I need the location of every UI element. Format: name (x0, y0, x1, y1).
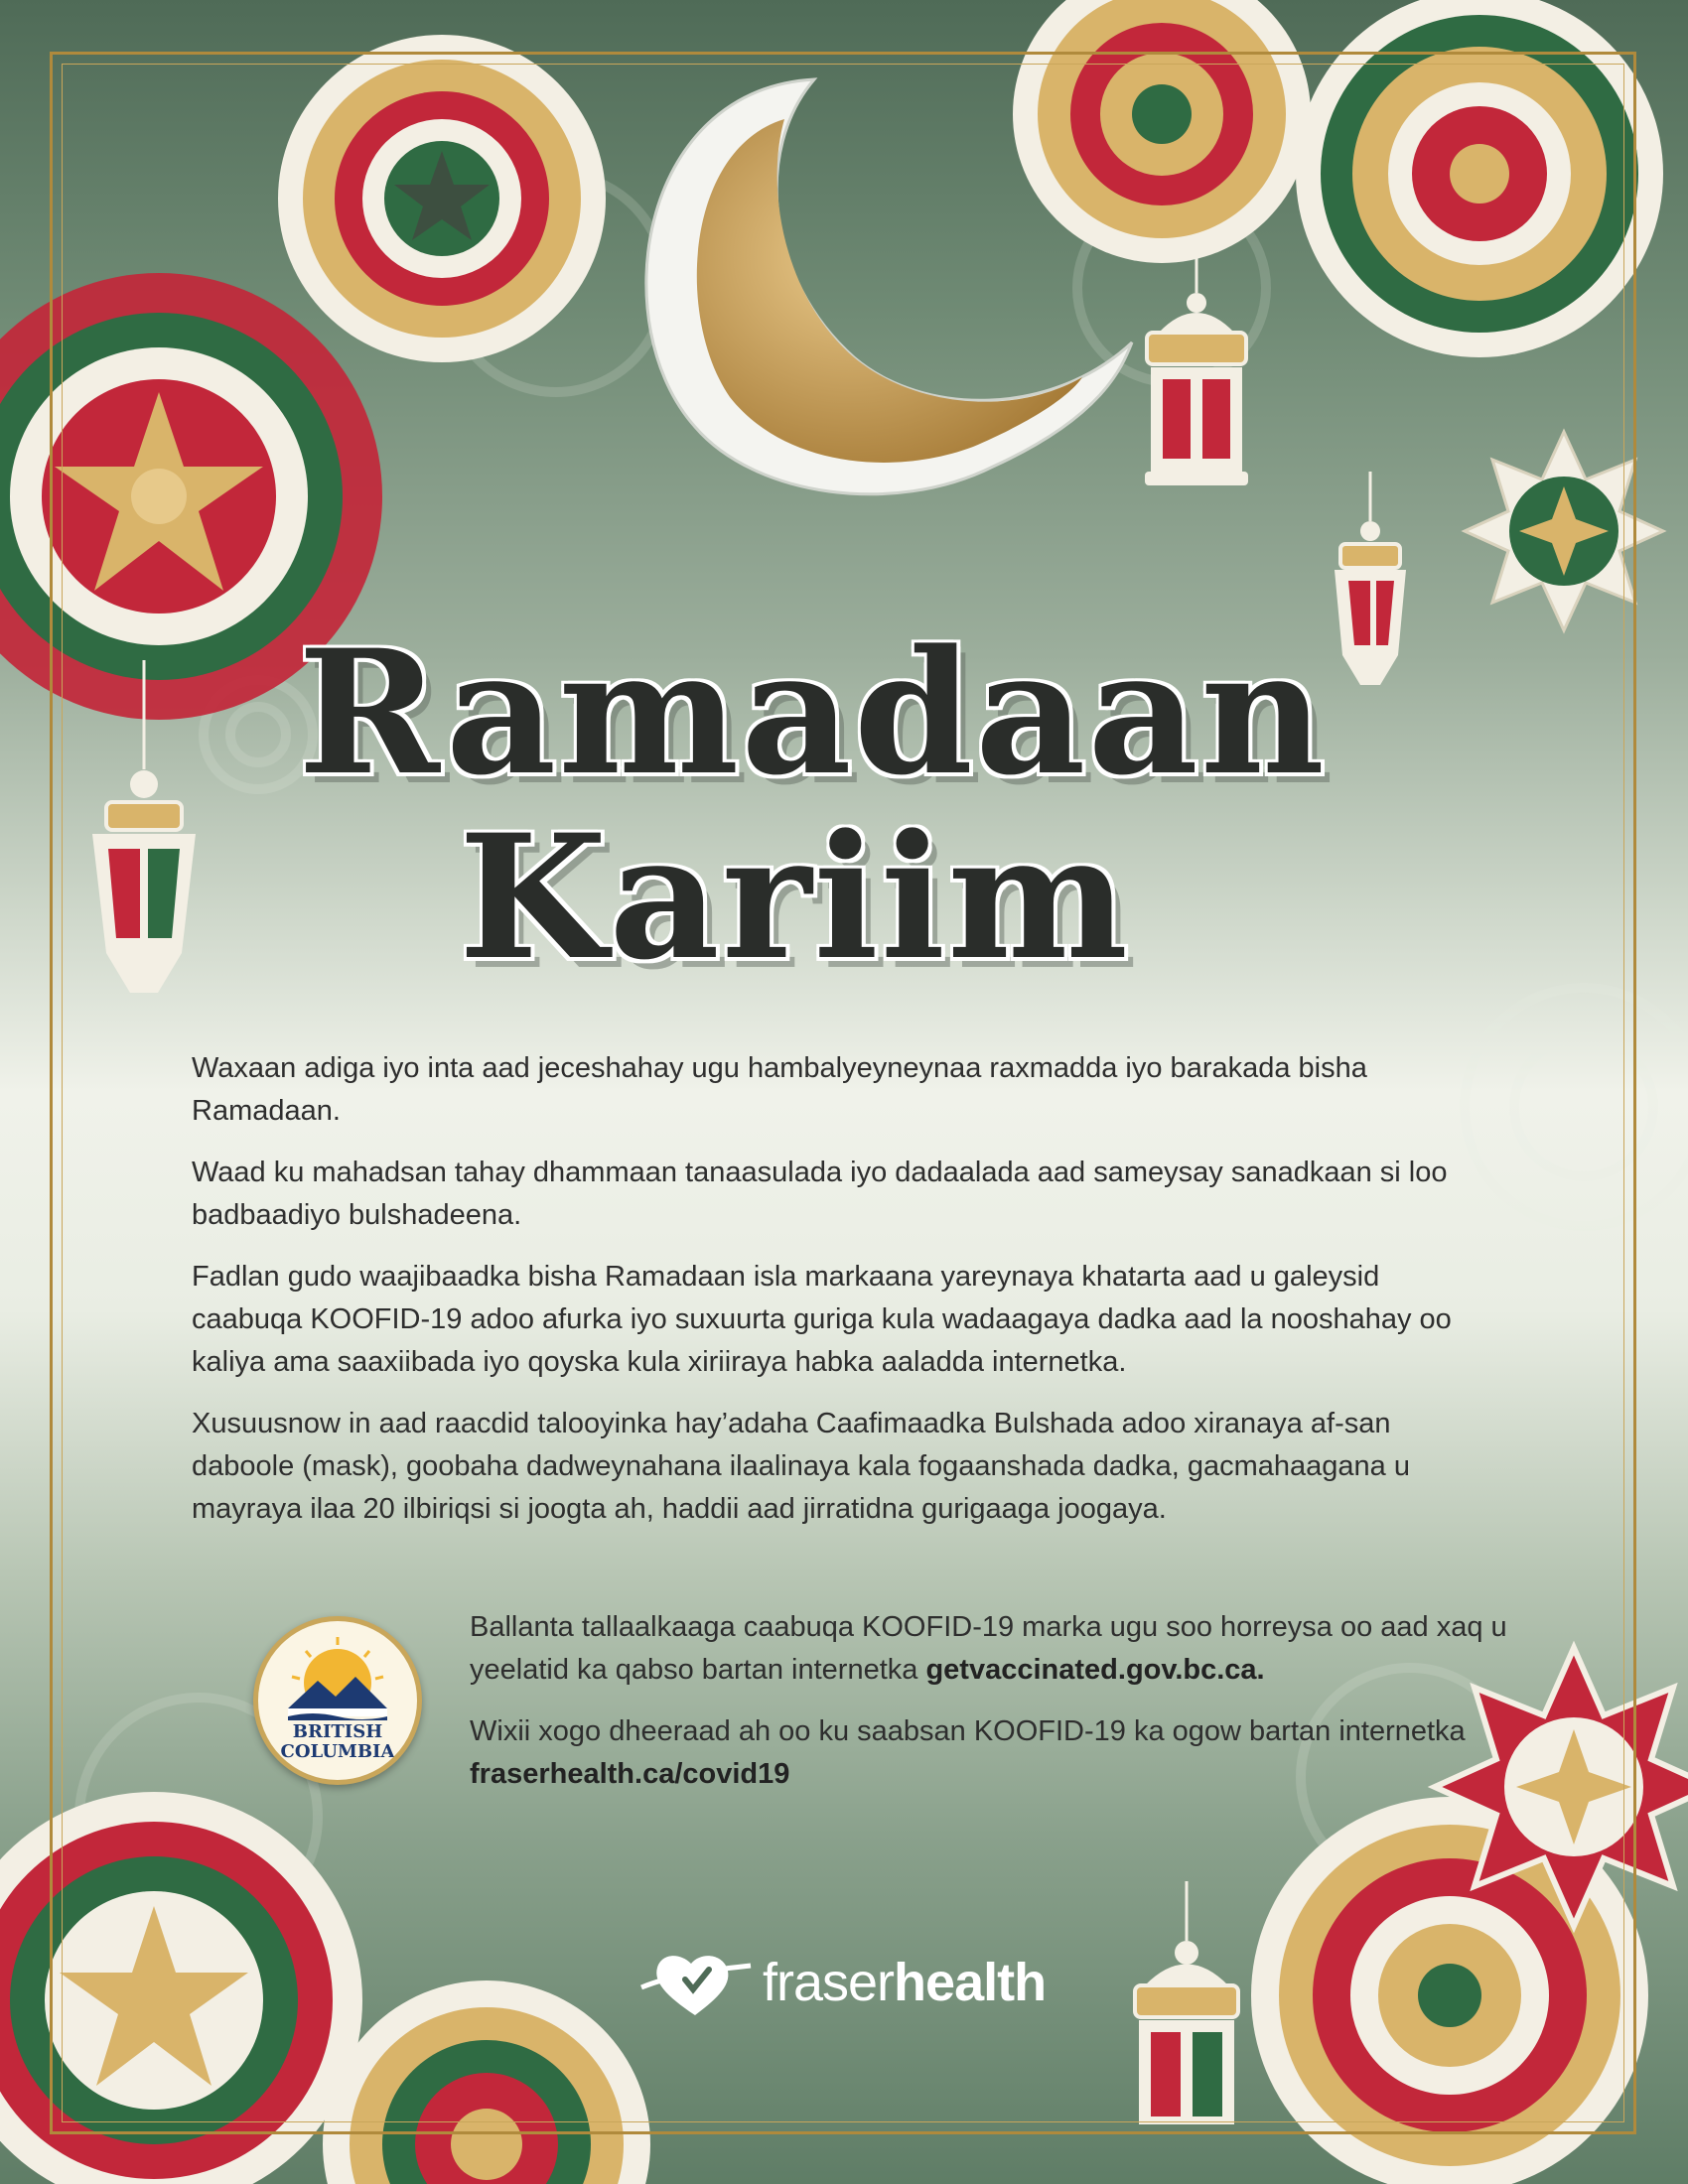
brand-part2: health (894, 1953, 1047, 2012)
paragraph-guidance: Fadlan gudo waajibaadka bisha Ramadaan isla markaana yareynaya khatarta aad u galeysid caabuqa KOOFID-19 adoo afurka iyo suxuurta guriga kula wadaagaya dadka aad la nooshahay oo kaliya ama saaxiibada iyo qoyska kula xiriiraya habka aaladda internetka. (192, 1261, 1452, 1378)
covid-info-link[interactable]: fraserhealth.ca/covid19 (470, 1758, 790, 1790)
covid-info-paragraph (470, 1710, 1562, 1796)
vaccine-paragraph (470, 1606, 1562, 1692)
vaccine-link[interactable]: getvaccinated.gov.bc.ca. (925, 1654, 1265, 1686)
fraser-health-wordmark (763, 1952, 1046, 2013)
bc-logo-line2: COLUMBIA (280, 1741, 395, 1762)
info-block (470, 1606, 1562, 1815)
fraser-health-logo (635, 1944, 1053, 2023)
paragraph-thanks: Waad ku mahadsan tahay dhammaan tanaasulada iyo dadaalada aad sameysay sanadkaan si loo badbaadiyo bulshadeena. (192, 1157, 1448, 1231)
page-title-line1: Ramadaan (298, 612, 1327, 813)
paragraph-reminder: Xusuusnow in aad raacdid talooyinka hay’adaha Caafimaadka Bulshada adoo xiranaya af-san daboole (mask), goobaha dadweynahana ilaalinaya kala fogaanshada dadka, gacmahaagana u mayraya ilaa 20 ilbiriqsi si joogta ah, haddii aad jirratidna gurigaaga joogaya. (192, 1408, 1410, 1525)
paragraph-greeting: Waxaan adiga iyo inta aad jeceshahay ugu hambalyeyneynaa raxmadda iyo barakada bisha Ramadaan. (192, 1052, 1367, 1127)
covid-info-text: Wixii xogo dheeraad ah oo ku saabsan KOOFID-19 ka ogow bartan internetka (470, 1715, 1466, 1747)
bc-logo-line1: BRITISH (292, 1721, 383, 1742)
message-body (192, 1047, 1492, 1550)
brand-part1: fraser (763, 1953, 895, 2012)
page-title-line2: Kariim (458, 796, 1131, 998)
british-columbia-logo (253, 1616, 422, 1785)
vaccine-text: Ballanta tallaalkaaga caabuqa KOOFID-19 marka ugu soo horreysa oo aad xaq u yeelatid ka qabso bartan internetka (470, 1611, 1507, 1686)
fraser-health-heart-icon (635, 1944, 755, 2023)
